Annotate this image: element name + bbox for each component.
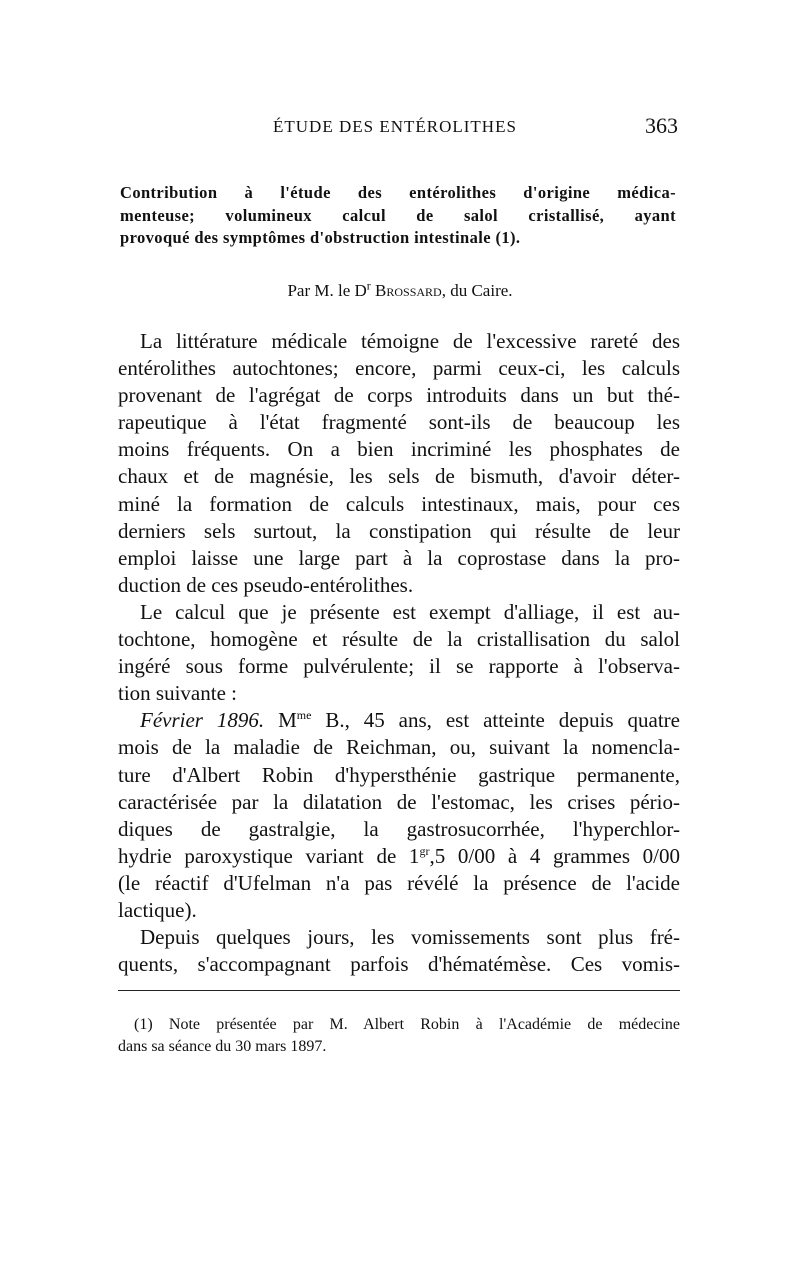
body-line: tochtone, homogène et résulte de la cristallisation du salol bbox=[118, 627, 680, 652]
body-line: chaux et de magnésie, les sels de bismuth, d'avoir déter- bbox=[118, 464, 680, 489]
body-line: quents, s'accompagnant parfois d'hématémèse. Ces vomis- bbox=[118, 952, 680, 977]
body-line: lactique). bbox=[118, 897, 197, 922]
article-title bbox=[120, 182, 676, 250]
body-line: (le réactif d'Ufelman n'a pas révélé la présence de l'acide bbox=[118, 870, 680, 895]
body-line: mois de la maladie de Reichman, ou, suivant la nomencla- bbox=[118, 735, 680, 760]
body-line: diques de gastralgie, la gastrosucorrhée, l'hyperchlor- bbox=[118, 816, 680, 841]
body-line: caractérisée par la dilatation de l'estomac, les crises pério- bbox=[118, 789, 680, 814]
title-line: menteuse; volumineux calcul de salol cristallisé, ayant bbox=[120, 205, 676, 225]
byline-author: Brossard bbox=[375, 281, 442, 300]
footnote-line: (1) Note présentée par M. Albert Robin à l'Académie de médecine bbox=[134, 1016, 680, 1033]
body-line: rapeutique à l'état fragmenté sont-ils de beaucoup les bbox=[118, 410, 680, 435]
body-line: tion suivante : bbox=[118, 681, 237, 706]
body-line: moins fréquents. On a bien incriminé les phosphates de bbox=[118, 437, 680, 462]
byline bbox=[0, 278, 800, 301]
body-line: provenant de l'agrégat de corps introduits dans un but thé- bbox=[118, 383, 680, 408]
body-line: La littérature médicale témoigne de l'excessive rareté des bbox=[140, 329, 680, 353]
dose-sup: gr bbox=[419, 843, 430, 858]
body-line: entérolithes autochtones; encore, parmi ceux-ci, les calculs bbox=[118, 356, 680, 381]
case-mme: M bbox=[278, 708, 297, 733]
dose-before: hydrie paroxystique variant de 1 bbox=[118, 843, 420, 868]
body-line: Le calcul que je présente est exempt d'alliage, il est au- bbox=[140, 599, 680, 624]
footnote-line: dans sa séance du 30 mars 1897. bbox=[118, 1038, 327, 1055]
body-line: ture d'Albert Robin d'hypersthénie gastrique permanente, bbox=[118, 762, 680, 787]
title-line: provoqué des symptômes d'obstruction intestinale (1). bbox=[120, 228, 521, 247]
dose-line bbox=[118, 843, 680, 870]
body-line: derniers sels surtout, la constipation qui résulte de leur bbox=[118, 518, 680, 543]
byline-prefix: Par M. le D bbox=[287, 281, 367, 300]
byline-sup: r bbox=[366, 278, 371, 293]
byline-suffix: , du Caire. bbox=[441, 281, 513, 300]
case-date: Février 1896. bbox=[140, 708, 265, 733]
case-line bbox=[118, 707, 680, 734]
footnote bbox=[118, 1014, 680, 1058]
running-title: ÉTUDE DES ENTÉROLITHES bbox=[273, 117, 517, 136]
case-mme-sup: me bbox=[296, 708, 312, 723]
body-line: miné la formation de calculs intestinaux, mais, pour ces bbox=[118, 491, 680, 516]
dose-after: ,5 0/00 à 4 grammes 0/00 bbox=[429, 843, 681, 868]
body-line: duction de ces pseudo-entérolithes. bbox=[118, 572, 414, 597]
case-rest: B., 45 ans, est atteinte depuis quatre bbox=[311, 708, 680, 733]
body-text bbox=[118, 328, 680, 978]
body-line: Depuis quelques jours, les vomissements sont plus fré- bbox=[140, 925, 680, 950]
page-number: 363 bbox=[645, 113, 678, 138]
running-head bbox=[118, 113, 678, 141]
body-line: ingéré sous forme pulvérulente; il se rapporte à l'observa- bbox=[118, 654, 680, 679]
title-line: Contribution à l'étude des entérolithes d'origine médica- bbox=[120, 183, 676, 202]
body-line: emploi laisse une large part à la coprostase dans la pro- bbox=[118, 545, 680, 570]
footnote-rule bbox=[118, 990, 680, 991]
